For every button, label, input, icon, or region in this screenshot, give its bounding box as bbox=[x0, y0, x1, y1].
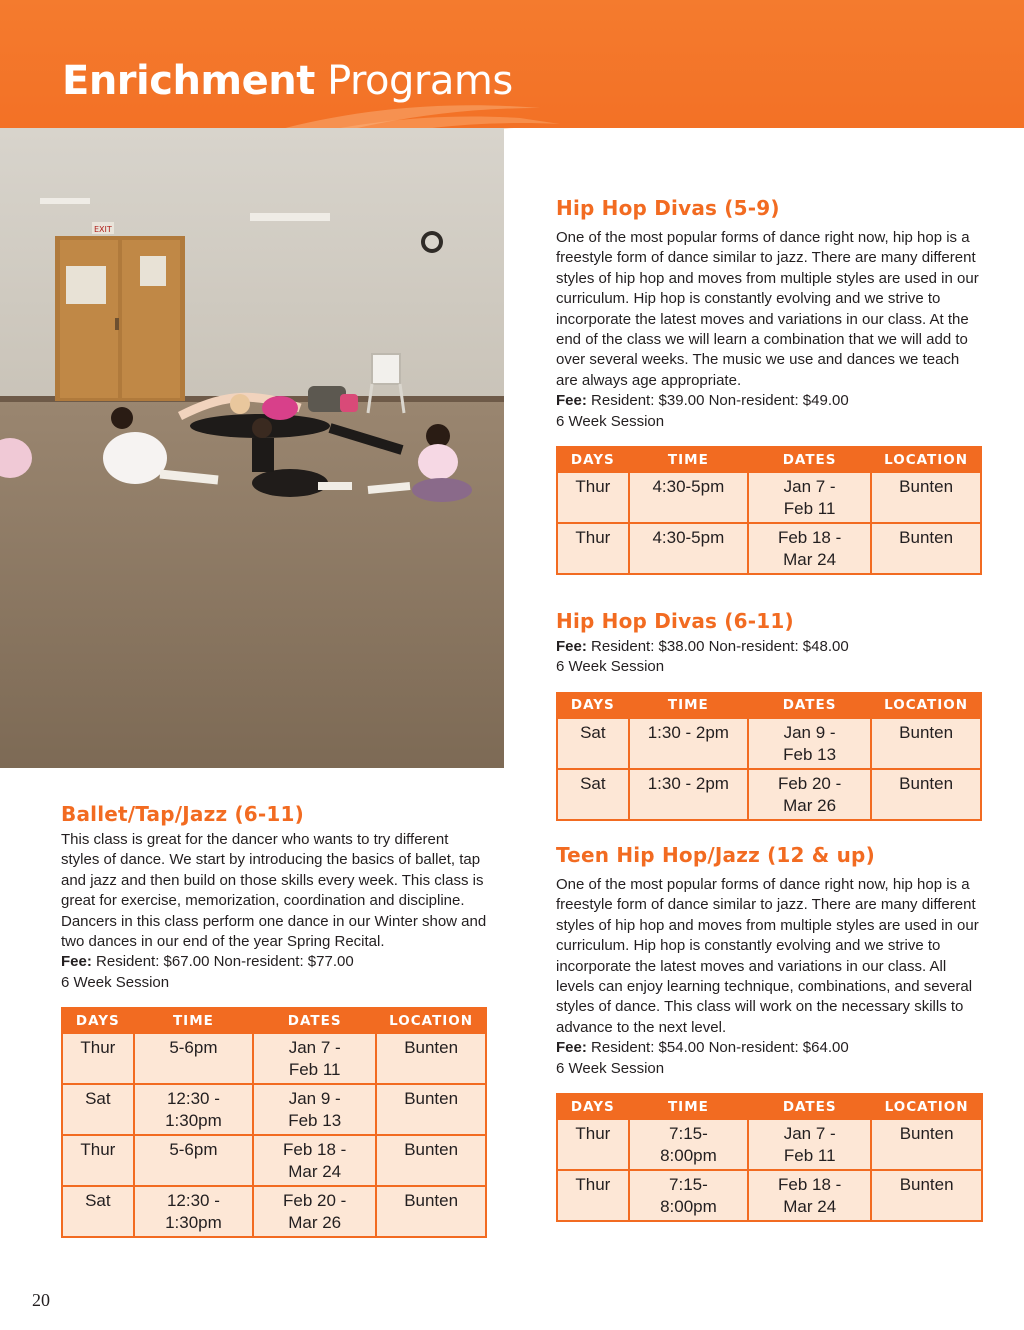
col-time: TIME bbox=[134, 1008, 253, 1033]
col-days: DAYS bbox=[557, 1094, 629, 1119]
table-row bbox=[557, 1170, 982, 1221]
cell-day: Thur bbox=[62, 1033, 134, 1084]
cell-day: Sat bbox=[62, 1084, 134, 1135]
fee-label: Fee: bbox=[556, 1039, 587, 1057]
col-days: DAYS bbox=[62, 1008, 134, 1033]
fee-line bbox=[61, 952, 487, 972]
col-dates: DATES bbox=[748, 693, 871, 718]
cell-dates: Feb 20 - Mar 26 bbox=[253, 1186, 376, 1237]
fee-value: Resident: $67.00 Non-resident: $77.00 bbox=[96, 953, 354, 971]
cell-time: 4:30-5pm bbox=[629, 523, 748, 574]
schedule-table bbox=[556, 446, 982, 575]
exit-sign-text: EXIT bbox=[94, 225, 112, 234]
table-row bbox=[557, 472, 981, 523]
section-description: One of the most popular forms of dance right now, hip hop is a freestyle form of dance similar to jazz. There are many different styles of hip hop and moves from multiple styles are used in our curriculum. Hip hop is constantly evolving and we strive to incorporate the latest moves and variations in our class. At the end of the class we will learn a combination that we will add to over several weeks. The music we use and dances we teach are always age appropriate. bbox=[556, 229, 979, 389]
cell-location: Bunten bbox=[871, 1119, 982, 1170]
fee-label: Fee: bbox=[61, 953, 92, 971]
cell-time: 7:15- 8:00pm bbox=[629, 1170, 748, 1221]
dance-class-photo bbox=[0, 128, 504, 768]
table-row bbox=[62, 1033, 486, 1084]
page-title-light: Programs bbox=[327, 58, 513, 104]
cell-time: 1:30 - 2pm bbox=[629, 769, 748, 820]
cell-location: Bunten bbox=[871, 769, 981, 820]
cell-dates: Feb 18 - Mar 24 bbox=[748, 1170, 871, 1221]
session-line: 6 Week Session bbox=[61, 973, 170, 991]
cell-day: Thur bbox=[557, 1170, 629, 1221]
cell-location: Bunten bbox=[871, 523, 981, 574]
table-row bbox=[62, 1135, 486, 1186]
section-description: This class is great for the dancer who wants to try different styles of dance. We start by introducing the basics of ballet, tap and jazz and then build on those skills every week. This class is great for exercise, memorization, coordination and discipline. Dancers in this class perform one dance in our Winter show and two dances in our end of the year Spring Recital. bbox=[61, 831, 487, 951]
section-title: Teen Hip Hop/Jazz (12 & up) bbox=[556, 843, 875, 867]
session-line: 6 Week Session bbox=[556, 1059, 665, 1077]
cell-location: Bunten bbox=[376, 1033, 486, 1084]
col-days: DAYS bbox=[557, 447, 629, 472]
page-number: 20 bbox=[32, 1290, 50, 1310]
section-title: Hip Hop Divas (5-9) bbox=[556, 196, 780, 220]
col-dates: DATES bbox=[748, 447, 871, 472]
col-location: LOCATION bbox=[871, 693, 981, 718]
table-row bbox=[62, 1084, 486, 1135]
col-dates: DATES bbox=[748, 1094, 871, 1119]
col-days: DAYS bbox=[557, 693, 629, 718]
cell-time: 5-6pm bbox=[134, 1135, 253, 1186]
section-hiphop-6-11 bbox=[556, 609, 982, 821]
cell-dates: Jan 7 - Feb 11 bbox=[748, 1119, 871, 1170]
section-description: One of the most popular forms of dance right now, hip hop is a freestyle form of dance similar to jazz. There are many different styles of hip hop and moves from multiple styles are used in our curriculum. Hip hop is constantly evolving and we strive to incorporate the latest moves and variations in our class. All levels can enjoy learning technique, combinations, and several styles of dance. This class will work on the necessary skills to advance to the next level. bbox=[556, 876, 979, 1036]
cell-day: Thur bbox=[557, 1119, 629, 1170]
cell-day: Thur bbox=[557, 523, 629, 574]
table-row bbox=[557, 718, 981, 769]
session-line: 6 Week Session bbox=[556, 412, 665, 430]
table-row bbox=[557, 1119, 982, 1170]
fee-line bbox=[556, 1038, 983, 1058]
section-title: Hip Hop Divas (6-11) bbox=[556, 609, 794, 633]
cell-dates: Jan 9 - Feb 13 bbox=[253, 1084, 376, 1135]
cell-location: Bunten bbox=[376, 1135, 486, 1186]
schedule-table bbox=[556, 1093, 983, 1222]
session-line: 6 Week Session bbox=[556, 658, 665, 676]
cell-day: Sat bbox=[557, 769, 629, 820]
cell-dates: Jan 7 - Feb 11 bbox=[748, 472, 871, 523]
section-teen-hiphop-jazz bbox=[556, 843, 983, 1222]
fee-line bbox=[556, 391, 982, 411]
cell-time: 7:15- 8:00pm bbox=[629, 1119, 748, 1170]
cell-day: Thur bbox=[62, 1135, 134, 1186]
fee-label: Fee: bbox=[556, 638, 587, 655]
table-row bbox=[557, 769, 981, 820]
page-title-bold: Enrichment bbox=[62, 58, 315, 104]
fee-label: Fee: bbox=[556, 392, 587, 410]
table-row bbox=[62, 1186, 486, 1237]
cell-location: Bunten bbox=[871, 718, 981, 769]
schedule-table bbox=[61, 1007, 487, 1238]
cell-dates: Jan 7 - Feb 11 bbox=[253, 1033, 376, 1084]
table-row bbox=[557, 523, 981, 574]
cell-time: 5-6pm bbox=[134, 1033, 253, 1084]
col-location: LOCATION bbox=[376, 1008, 486, 1033]
cell-day: Sat bbox=[62, 1186, 134, 1237]
fee-value: Resident: $38.00 Non-resident: $48.00 bbox=[591, 638, 849, 655]
fee-line bbox=[556, 637, 982, 657]
section-title: Ballet/Tap/Jazz (6-11) bbox=[61, 802, 304, 826]
cell-dates: Feb 18 - Mar 24 bbox=[748, 523, 871, 574]
cell-dates: Feb 18 - Mar 24 bbox=[253, 1135, 376, 1186]
col-time: TIME bbox=[629, 693, 748, 718]
col-location: LOCATION bbox=[871, 447, 981, 472]
section-hiphop-5-9 bbox=[556, 196, 982, 575]
col-time: TIME bbox=[629, 1094, 748, 1119]
cell-time: 12:30 - 1:30pm bbox=[134, 1186, 253, 1237]
cell-time: 1:30 - 2pm bbox=[629, 718, 748, 769]
col-dates: DATES bbox=[253, 1008, 376, 1033]
cell-location: Bunten bbox=[871, 1170, 982, 1221]
cell-location: Bunten bbox=[376, 1084, 486, 1135]
col-time: TIME bbox=[629, 447, 748, 472]
cell-day: Sat bbox=[557, 718, 629, 769]
cell-location: Bunten bbox=[871, 472, 981, 523]
fee-value: Resident: $39.00 Non-resident: $49.00 bbox=[591, 392, 849, 410]
fee-value: Resident: $54.00 Non-resident: $64.00 bbox=[591, 1039, 849, 1057]
col-location: LOCATION bbox=[871, 1094, 982, 1119]
page-title bbox=[62, 58, 513, 104]
cell-dates: Feb 20 - Mar 26 bbox=[748, 769, 871, 820]
section-ballet-tap-jazz bbox=[61, 802, 487, 1238]
cell-dates: Jan 9 - Feb 13 bbox=[748, 718, 871, 769]
cell-time: 12:30 - 1:30pm bbox=[134, 1084, 253, 1135]
cell-day: Thur bbox=[557, 472, 629, 523]
cell-time: 4:30-5pm bbox=[629, 472, 748, 523]
schedule-table bbox=[556, 692, 982, 821]
cell-location: Bunten bbox=[376, 1186, 486, 1237]
